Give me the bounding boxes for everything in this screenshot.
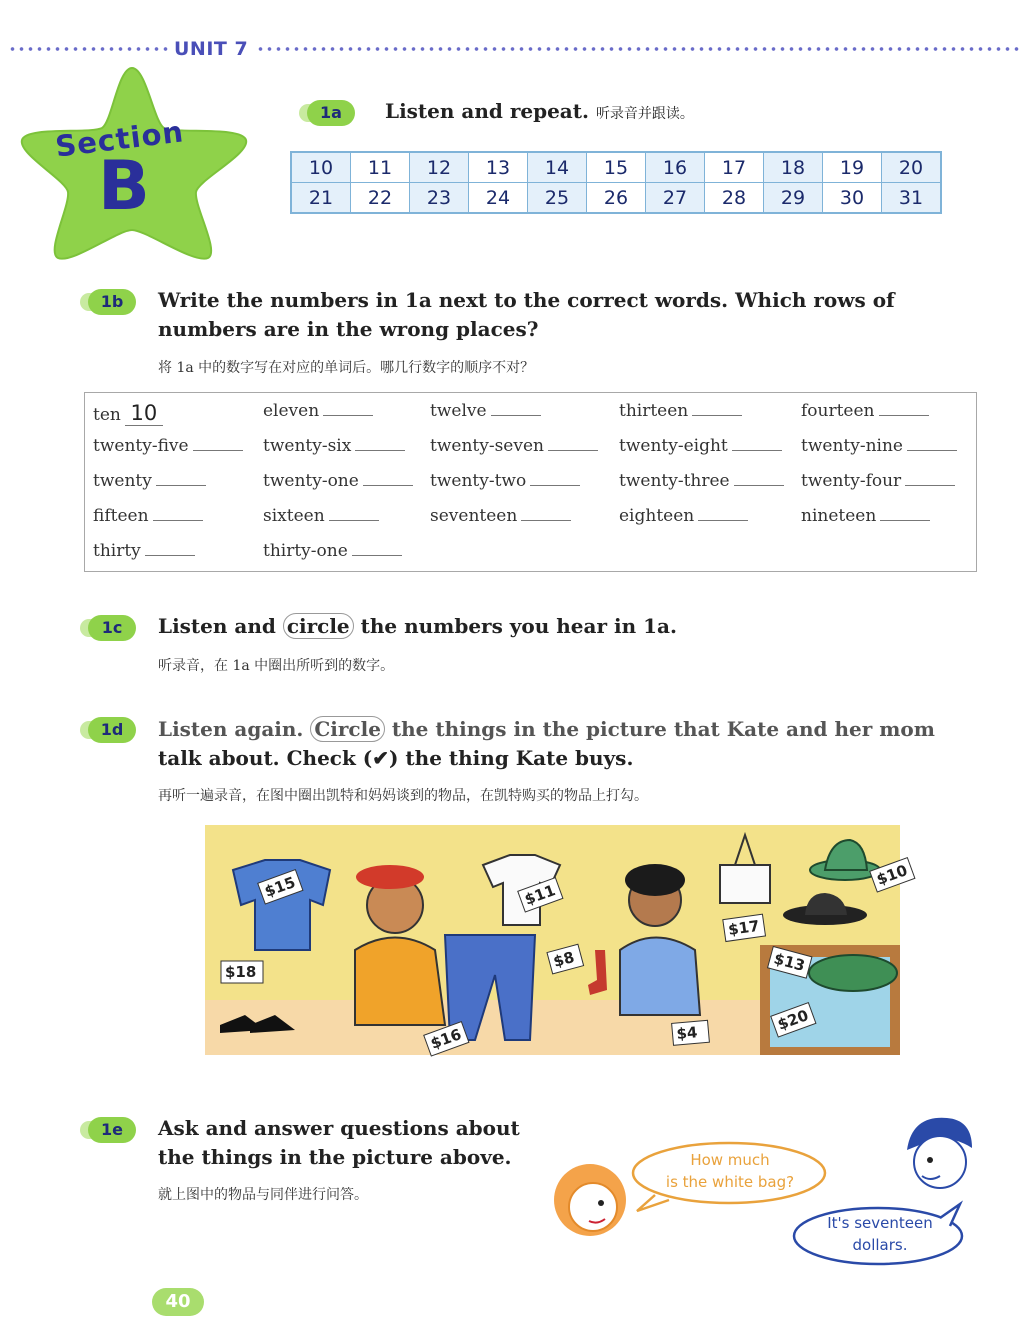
word-item [619, 436, 782, 456]
price-tag: $17 [727, 916, 761, 939]
price-tag: $20 [775, 1006, 811, 1034]
header-dotted-rule-left [8, 47, 168, 51]
answer-blank[interactable] [193, 436, 243, 451]
instruction-1b-line2: numbers are in the wrong places? [158, 317, 539, 341]
price-tag: $4 [675, 1023, 699, 1043]
badge-1a: 1a [307, 100, 355, 126]
instruction-1d-cn: 再听一遍录音，在图中圈出凯特和妈妈谈到的物品，在凯特购买的物品上打勾。 [158, 788, 648, 804]
answer-blank[interactable] [491, 401, 541, 416]
word-item [93, 471, 206, 491]
instruction-1c-circle-word: circle [283, 613, 354, 639]
answer-blank[interactable] [879, 401, 929, 416]
instruction-1e-line2: the things in the picture above. [158, 1145, 512, 1169]
word-label: thirty [93, 541, 141, 561]
instruction-1b-line1: Write the numbers in 1a next to the correct words. Which rows of [158, 288, 895, 312]
instruction-1d-circle-word: Circle [310, 716, 385, 742]
number-cell: 31 [882, 183, 942, 214]
badge-1c: 1c [88, 615, 136, 641]
example-answer: 10 [130, 401, 158, 425]
answer-blank[interactable] [692, 401, 742, 416]
answer-line1: It's seventeen [827, 1214, 933, 1232]
instruction-1a-title: Listen and repeat. [385, 99, 589, 123]
number-cell: 11 [351, 152, 410, 183]
question-bubble [640, 1149, 820, 1193]
instruction-1d-line1 [158, 715, 935, 744]
number-cell: 20 [882, 152, 942, 183]
number-cell: 10 [291, 152, 351, 183]
word-item [263, 401, 373, 421]
word-label: twenty-nine [801, 436, 903, 456]
number-cell: 13 [469, 152, 528, 183]
instruction-1c-post: the numbers you hear in 1a. [360, 614, 677, 638]
word-item [801, 401, 929, 421]
instruction-1a [385, 97, 694, 129]
instruction-1a-cn: 听录音并跟读。 [595, 106, 694, 122]
instruction-1e-line1: Ask and answer questions about [158, 1116, 520, 1140]
instruction-1d-pre: Listen again. [158, 717, 304, 741]
answer-blank[interactable] [880, 506, 930, 521]
word-item [263, 541, 402, 561]
price-tag: $13 [771, 949, 807, 975]
number-cell: 12 [410, 152, 469, 183]
word-label: ten [93, 405, 121, 425]
instruction-1c-cn: 听录音，在 1a 中圈出所听到的数字。 [158, 658, 395, 674]
numbers-row-2 [291, 183, 941, 214]
instruction-1e-cn: 就上图中的物品与同伴进行问答。 [158, 1187, 368, 1203]
word-label: thirty-one [263, 541, 348, 561]
instruction-1c-pre: Listen and [158, 614, 276, 638]
number-cell: 27 [646, 183, 705, 214]
answer-line2: dollars. [852, 1236, 908, 1254]
word-item [430, 471, 580, 491]
number-cell: 28 [705, 183, 764, 214]
word-item [430, 401, 541, 421]
number-cell: 16 [646, 152, 705, 183]
word-label: thirteen [619, 401, 689, 421]
answer-blank[interactable] [734, 471, 784, 486]
word-item [801, 506, 930, 526]
section-word: Section [53, 114, 186, 164]
answer-blank[interactable] [698, 506, 748, 521]
answer-blank[interactable] [548, 436, 598, 451]
word-label: twenty-eight [619, 436, 728, 456]
price-tag: $15 [262, 873, 298, 901]
word-item [93, 541, 195, 561]
number-cell: 29 [764, 183, 823, 214]
number-cell: 17 [705, 152, 764, 183]
word-item [619, 506, 748, 526]
answer-blank[interactable] [530, 471, 580, 486]
price-tag: $10 [874, 861, 910, 889]
word-label: twenty-five [93, 436, 189, 456]
instruction-1c [158, 612, 677, 641]
price-tag: $18 [225, 963, 257, 981]
price-tag: $11 [522, 881, 558, 909]
numbers-table [290, 151, 942, 214]
question-line1: How much [690, 1151, 770, 1169]
instruction-1b-cn: 将 1a 中的数字写在对应的单词后。哪几行数字的顺序不对？ [158, 360, 535, 376]
answer-blank[interactable] [156, 471, 206, 486]
answer-blank[interactable] [732, 436, 782, 451]
answer-blank[interactable] [521, 506, 571, 521]
word-item [93, 436, 243, 456]
answer-blank[interactable] [145, 541, 195, 556]
number-cell: 30 [823, 183, 882, 214]
badge-1d: 1d [88, 717, 136, 743]
answer-blank[interactable] [323, 401, 373, 416]
section-letter: B [98, 147, 150, 226]
word-item [619, 471, 784, 491]
word-label: twenty-six [263, 436, 352, 456]
word-label: twenty-one [263, 471, 359, 491]
word-item [263, 471, 413, 491]
answer-blank[interactable] [905, 471, 955, 486]
answer-bubble [800, 1212, 960, 1256]
number-cell: 15 [587, 152, 646, 183]
word-label: twenty-seven [430, 436, 544, 456]
word-label: twenty-two [430, 471, 527, 491]
word-item [263, 506, 379, 526]
word-label: eighteen [619, 506, 695, 526]
word-label: fourteen [801, 401, 875, 421]
number-cell: 19 [823, 152, 882, 183]
instruction-1d-line2: talk about. Check (✔) the thing Kate buys. [158, 746, 634, 770]
word-item [430, 506, 571, 526]
header-dotted-rule-right [256, 47, 1020, 51]
price-tag: $8 [551, 948, 577, 971]
word-label: twenty-three [619, 471, 730, 491]
word-label: nineteen [801, 506, 877, 526]
answer-blank[interactable] [363, 471, 413, 486]
answer-blank[interactable] [125, 401, 163, 426]
question-line2: is the white bag? [665, 1173, 795, 1191]
number-cell: 21 [291, 183, 351, 214]
girl-face-icon [545, 1155, 635, 1255]
word-item [801, 436, 957, 456]
word-label: sixteen [263, 506, 325, 526]
word-item [93, 401, 163, 426]
word-item [801, 471, 955, 491]
price-tag: $16 [428, 1025, 464, 1053]
word-label: seventeen [430, 506, 518, 526]
number-cell: 24 [469, 183, 528, 214]
answer-blank[interactable] [355, 436, 405, 451]
unit-label: UNIT 7 [174, 38, 249, 60]
numbers-row-1 [291, 152, 941, 183]
number-cell: 23 [410, 183, 469, 214]
word-label: eleven [263, 401, 320, 421]
number-cell: 26 [587, 183, 646, 214]
badge-1e: 1e [88, 1117, 136, 1143]
answer-blank[interactable] [153, 506, 203, 521]
badge-1b: 1b [88, 289, 136, 315]
page-number: 40 [152, 1288, 204, 1316]
word-item [619, 401, 742, 421]
word-label: twenty-four [801, 471, 902, 491]
word-label: twelve [430, 401, 487, 421]
answer-blank[interactable] [329, 506, 379, 521]
number-cell: 22 [351, 183, 410, 214]
word-item [263, 436, 405, 456]
number-cell: 18 [764, 152, 823, 183]
instruction-1d-post: the things in the picture that Kate and her mom [391, 717, 935, 741]
words-box [84, 392, 977, 572]
word-label: twenty [93, 471, 152, 491]
number-cell: 14 [528, 152, 587, 183]
boy-face-icon [892, 1110, 982, 1210]
word-item [93, 506, 203, 526]
word-item [430, 436, 598, 456]
answer-blank[interactable] [907, 436, 957, 451]
shop-scene-illustration [205, 825, 910, 1055]
answer-blank[interactable] [352, 541, 402, 556]
word-label: fifteen [93, 506, 149, 526]
number-cell: 25 [528, 183, 587, 214]
